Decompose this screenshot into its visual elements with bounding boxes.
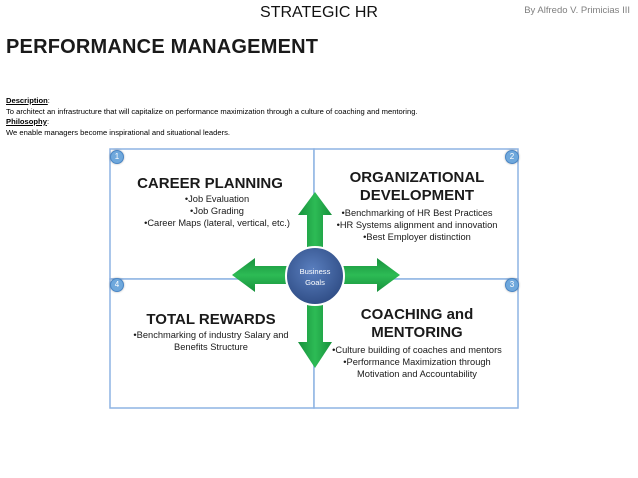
quadrant-coaching-mentoring — [322, 306, 512, 381]
org-development-bullets — [322, 207, 512, 244]
quadrant-3-badge: 3 — [505, 278, 519, 292]
description-heading: Description: — [6, 96, 50, 105]
description-label: Description — [6, 96, 48, 105]
page-title: PERFORMANCE MANAGEMENT — [6, 36, 319, 58]
description-text: To architect an infrastructure that will capitalize on performance maximization through a culture of coaching and mentoring. — [6, 106, 418, 116]
business-goals-line-2: Goals — [305, 278, 325, 287]
bullet-item: •Job Grading — [190, 206, 244, 217]
coaching-title-line-2: MENTORING — [371, 324, 463, 341]
org-development-title-line-2: DEVELOPMENT — [359, 187, 475, 204]
business-goals-line-1: Business — [299, 267, 331, 276]
career-planning-bullets — [120, 193, 300, 230]
quadrant-career-planning — [120, 175, 300, 230]
total-rewards-bullets — [115, 329, 307, 353]
bullet-item: •HR Systems alignment and innovation — [336, 220, 498, 231]
quadrant-2-badge: 2 — [505, 150, 519, 164]
quadrant-organizational-development — [322, 169, 512, 244]
philosophy-text: We enable managers become inspirational and situational leaders. — [6, 127, 231, 137]
quadrant-1-badge: 1 — [110, 150, 124, 164]
bullet-item: •Best Employer distinction — [363, 232, 471, 243]
philosophy-label: Philosophy — [6, 117, 47, 126]
bullet-item: •Performance Maximization through — [343, 357, 491, 368]
slide-header-title: STRATEGIC HR — [260, 4, 378, 21]
bullet-item: •Culture building of coaches and mentors — [332, 345, 502, 355]
quadrant-total-rewards — [115, 311, 307, 353]
bullet-item: •Career Maps (lateral, vertical, etc.) — [144, 218, 290, 229]
philosophy-heading: Philosophy: — [6, 117, 50, 126]
author-credit: By Alfredo V. Primicias III — [524, 5, 630, 16]
coaching-title-line-1: COACHING and — [360, 306, 474, 323]
bullet-item: Benefits Structure — [174, 342, 248, 353]
bullet-item: Motivation and Accountability — [357, 369, 477, 380]
business-goals-label — [287, 266, 343, 288]
coaching-bullets — [322, 344, 512, 381]
bullet-item: •Benchmarking of industry Salary and — [133, 330, 289, 340]
total-rewards-title: TOTAL REWARDS — [146, 311, 276, 328]
career-planning-title: CAREER PLANNING — [137, 175, 283, 192]
bullet-item: •Benchmarking of HR Best Practices — [341, 208, 493, 218]
bullet-item: •Job Evaluation — [184, 194, 250, 204]
org-development-title-line-1: ORGANIZATIONAL — [349, 169, 485, 186]
quadrant-4-badge: 4 — [110, 278, 124, 292]
